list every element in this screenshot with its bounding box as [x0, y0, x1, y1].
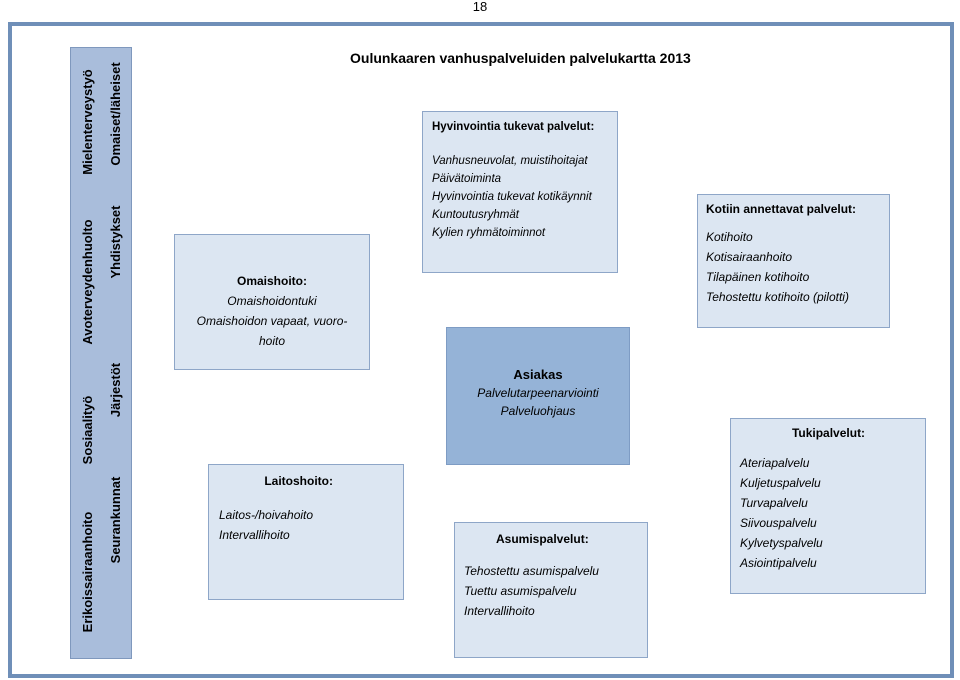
box-hyvinvointi-item: Kylien ryhmätoiminnot: [432, 227, 546, 239]
sidebar-label-seurankunnat: Seurankunnat: [108, 476, 123, 564]
box-laitoshoito-item: Intervallihoito: [219, 528, 290, 542]
sidebar-column-health: [74, 48, 102, 658]
box-asumispalvelut: [454, 522, 648, 658]
box-tukipalvelut: [730, 418, 926, 594]
box-kotiin-item: Kotihoito: [706, 230, 753, 244]
box-tukipalvelut-title: Tukipalvelut:: [791, 426, 866, 440]
box-kotiin-item: Tilapäinen kotihoito: [706, 270, 810, 284]
box-asiakas-item: Palvelutarpeenarviointi: [477, 386, 599, 400]
sidebar-label-erikoissairaanhoito: Erikoissairaanhoito: [80, 511, 95, 633]
box-hyvinvointi-item: Vanhusneuvolat, muistihoitajat: [432, 155, 588, 167]
box-kotiin-item: Tehostettu kotihoito (pilotti): [706, 290, 849, 304]
box-laitoshoito-title: Laitoshoito:: [264, 474, 333, 488]
box-hyvinvointi-title: Hyvinvointia tukevat palvelut:: [432, 121, 595, 133]
box-tukipalvelut-item: Asiointipalvelu: [740, 556, 817, 570]
sidebar-column-community: [102, 48, 130, 658]
box-hyvinvointi-item: Kuntoutusryhmät: [432, 209, 519, 221]
sidebar-partners: [70, 47, 132, 659]
box-laitoshoito-item: Laitos-/hoivahoito: [219, 508, 314, 522]
box-omaishoito-item: Omaishoidon vapaat, vuoro-: [196, 314, 348, 328]
box-hyvinvointi: [422, 111, 618, 273]
box-omaishoito-title: Omaishoito:: [236, 274, 307, 288]
box-asiakas-title: Asiakas: [513, 367, 563, 382]
box-kotiin-title: Kotiin annettavat palvelut:: [706, 202, 857, 216]
sidebar-label-yhdistykset: Yhdistykset: [108, 205, 123, 279]
sidebar-label-jarjestot: Järjestöt: [108, 362, 123, 418]
sidebar-label-sosiaalityo: Sosiaalityö: [80, 395, 95, 465]
box-kotiin: [697, 194, 890, 328]
box-tukipalvelut-item: Ateriapalvelu: [740, 456, 810, 470]
sidebar-label-avoterveydenhuolto: Avoterveydenhuolto: [80, 219, 95, 345]
box-kotiin-item: Kotisairaanhoito: [706, 250, 793, 264]
box-asiakas: [446, 327, 630, 465]
box-asumispalvelut-item: Tuettu asumispalvelu: [464, 584, 577, 598]
box-asumispalvelut-item: Tehostettu asumispalvelu: [464, 564, 599, 578]
box-tukipalvelut-item: Turvapalvelu: [740, 496, 808, 510]
box-asiakas-item: Palveluohjaus: [500, 404, 576, 418]
box-hyvinvointi-item: Hyvinvointia tukevat kotikäynnit: [432, 191, 592, 203]
diagram-title: Oulunkaaren vanhuspalveluiden palvelukartta 2013: [350, 50, 691, 66]
sidebar-label-omaiset: Omaiset/läheiset: [108, 62, 123, 166]
box-asumispalvelut-item: Intervallihoito: [464, 604, 535, 618]
page-number: 18: [472, 0, 488, 14]
box-tukipalvelut-item: Kuljetuspalvelu: [740, 476, 821, 490]
box-tukipalvelut-item: Kylvetyspalvelu: [740, 536, 823, 550]
sidebar-label-mielenterveystyo: Mielenterveystyö: [80, 69, 95, 175]
box-omaishoito: [174, 234, 370, 370]
box-laitoshoito: [208, 464, 404, 600]
box-hyvinvointi-item: Päivätoiminta: [432, 173, 502, 185]
box-tukipalvelut-item: Siivouspalvelu: [740, 516, 817, 530]
box-asumispalvelut-title: Asumispalvelut:: [496, 532, 589, 546]
box-omaishoito-item: hoito: [258, 334, 286, 348]
box-omaishoito-item: Omaishoidontuki: [227, 294, 317, 308]
